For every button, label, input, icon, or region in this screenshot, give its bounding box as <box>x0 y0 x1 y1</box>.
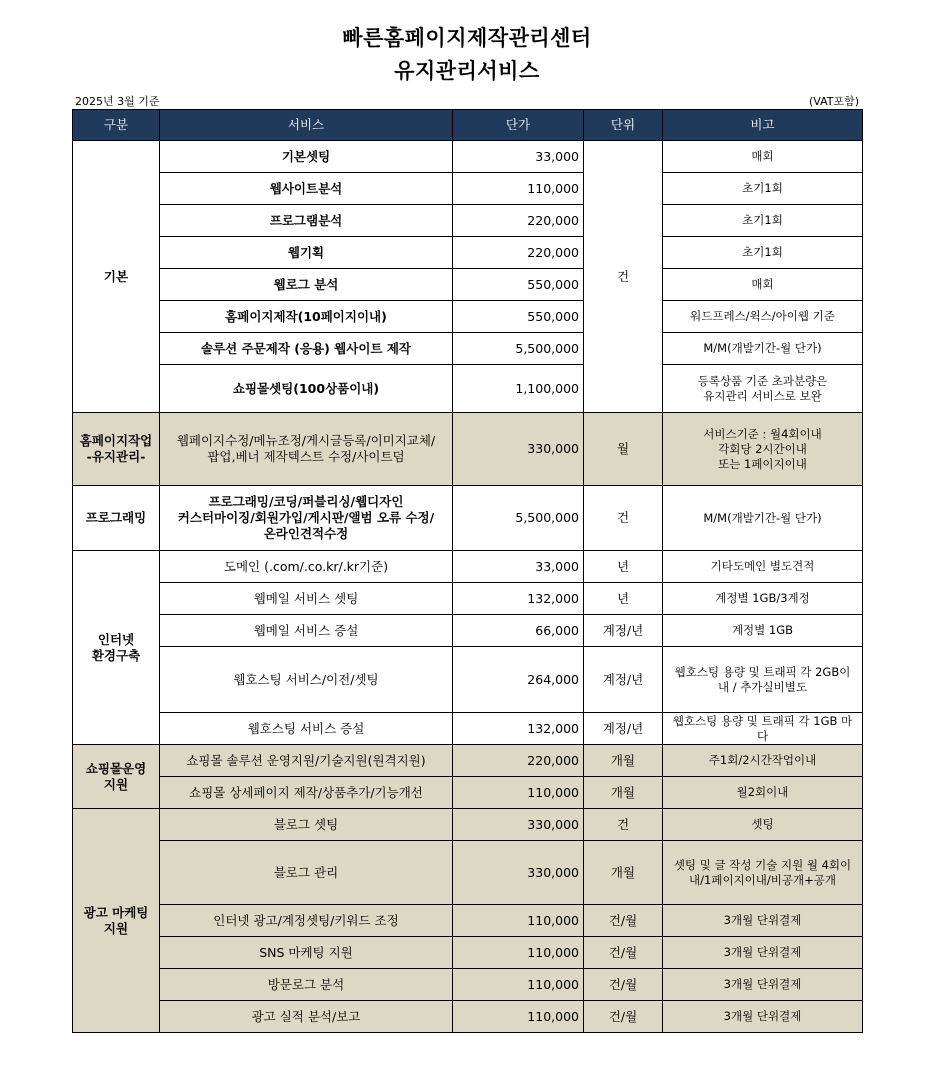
service-cell: 도메인 (.com/.co.kr/.kr기준) <box>160 551 453 583</box>
table-row <box>73 809 863 841</box>
service-cell: 쇼핑몰 상세페이지 제작/상품추가/기능개선 <box>160 777 453 809</box>
header-service: 서비스 <box>160 110 453 141</box>
table-row <box>73 713 863 745</box>
unit-cell: 월 <box>584 413 663 486</box>
header-category: 구분 <box>73 110 160 141</box>
table-row <box>73 647 863 713</box>
table-body <box>73 141 863 1033</box>
table-row <box>73 937 863 969</box>
price-cell: 110,000 <box>453 969 584 1001</box>
header-unit: 단위 <box>584 110 663 141</box>
note-cell: 셋팅 <box>663 809 863 841</box>
price-cell: 220,000 <box>453 205 584 237</box>
price-cell: 264,000 <box>453 647 584 713</box>
service-cell: 인터넷 광고/계정셋팅/키워드 조정 <box>160 905 453 937</box>
table-row <box>73 486 863 551</box>
service-cell: 웹기획 <box>160 237 453 269</box>
service-cell: 쇼핑몰셋팅(100상품이내) <box>160 365 453 413</box>
price-cell: 33,000 <box>453 551 584 583</box>
service-cell: 블로그 셋팅 <box>160 809 453 841</box>
category-cell: 홈페이지작업 -유지관리- <box>73 413 160 486</box>
note-cell: 3개월 단위결제 <box>663 969 863 1001</box>
category-cell: 기본 <box>73 141 160 413</box>
price-cell: 5,500,000 <box>453 333 584 365</box>
unit-cell: 건/월 <box>584 937 663 969</box>
note-cell: 기타도메인 별도견적 <box>663 551 863 583</box>
unit-cell: 개월 <box>584 841 663 905</box>
price-cell: 110,000 <box>453 905 584 937</box>
service-cell: 솔루션 주문제작 (응용) 웹사이트 제작 <box>160 333 453 365</box>
price-cell: 33,000 <box>453 141 584 173</box>
note-cell: 워드프레스/윅스/아이웹 기준 <box>663 301 863 333</box>
note-cell: 매회 <box>663 269 863 301</box>
note-cell: M/M(개발기간-월 단가) <box>663 486 863 551</box>
table-row <box>73 413 863 486</box>
table-row <box>73 365 863 413</box>
table-row <box>73 141 863 173</box>
header-note: 비고 <box>663 110 863 141</box>
note-cell: 매회 <box>663 141 863 173</box>
category-cell: 인터넷 환경구축 <box>73 551 160 745</box>
vat-note: (VAT포함) <box>808 95 859 108</box>
service-cell: SNS 마케팅 지원 <box>160 937 453 969</box>
page-title: 빠른홈페이지제작관리센터 <box>342 26 592 50</box>
note-cell: 서비스기준 : 월4회이내 각회당 2시간이내 또는 1페이지이내 <box>663 413 863 486</box>
price-cell: 220,000 <box>453 237 584 269</box>
page-subtitle: 유지관리서비스 <box>394 59 540 83</box>
note-cell: 3개월 단위결제 <box>663 905 863 937</box>
table-row <box>73 1001 863 1033</box>
table-row <box>73 269 863 301</box>
service-cell: 광고 실적 분석/보고 <box>160 1001 453 1033</box>
unit-cell: 건 <box>584 141 663 413</box>
price-cell: 110,000 <box>453 173 584 205</box>
table-row <box>73 205 863 237</box>
table-row <box>73 615 863 647</box>
header-row <box>73 110 863 141</box>
unit-cell: 건 <box>584 486 663 551</box>
unit-cell: 계정/년 <box>584 713 663 745</box>
header-price: 단가 <box>453 110 584 141</box>
note-cell: 주1회/2시간작업이내 <box>663 745 863 777</box>
service-cell: 웹메일 서비스 증설 <box>160 615 453 647</box>
table-row <box>73 551 863 583</box>
note-cell: 웹호스팅 용량 및 트래픽 각 2GB이 내 / 추가실비별도 <box>663 647 863 713</box>
price-cell: 1,100,000 <box>453 365 584 413</box>
table-row <box>73 841 863 905</box>
service-cell: 블로그 관리 <box>160 841 453 905</box>
price-cell: 330,000 <box>453 413 584 486</box>
price-cell: 330,000 <box>453 809 584 841</box>
table-row <box>73 777 863 809</box>
price-cell: 66,000 <box>453 615 584 647</box>
price-cell: 220,000 <box>453 745 584 777</box>
service-cell: 프로그램분석 <box>160 205 453 237</box>
category-cell: 프로그래밍 <box>73 486 160 551</box>
price-cell: 550,000 <box>453 269 584 301</box>
price-table <box>72 109 863 1033</box>
unit-cell: 계정/년 <box>584 615 663 647</box>
note-cell: 초기1회 <box>663 237 863 269</box>
date-note: 2025년 3월 기준 <box>75 95 160 108</box>
service-cell: 웹로그 분석 <box>160 269 453 301</box>
table-row <box>73 237 863 269</box>
table-row <box>73 969 863 1001</box>
price-cell: 132,000 <box>453 583 584 615</box>
unit-cell: 계정/년 <box>584 647 663 713</box>
service-cell: 웹페이지수정/메뉴조정/게시글등록/이미지교체/ 팝업,베너 제작텍스트 수정/사이트덤 <box>160 413 453 486</box>
note-cell: 셋팅 및 글 작성 기술 지원 월 4회이 내/1페이지이내/비공개+공개 <box>663 841 863 905</box>
price-cell: 5,500,000 <box>453 486 584 551</box>
table-row <box>73 583 863 615</box>
table-row <box>73 333 863 365</box>
unit-cell: 년 <box>584 551 663 583</box>
unit-cell: 건/월 <box>584 969 663 1001</box>
note-cell: 월2회이내 <box>663 777 863 809</box>
unit-cell: 건 <box>584 809 663 841</box>
unit-cell: 개월 <box>584 777 663 809</box>
service-cell: 쇼핑몰 솔루션 운영지원/기술지원(원격지원) <box>160 745 453 777</box>
service-cell: 웹메일 서비스 셋팅 <box>160 583 453 615</box>
note-cell: M/M(개발기간-월 단가) <box>663 333 863 365</box>
unit-cell: 건/월 <box>584 905 663 937</box>
service-cell: 방문로그 분석 <box>160 969 453 1001</box>
note-cell: 3개월 단위결제 <box>663 937 863 969</box>
note-cell: 웹호스팅 용량 및 트래픽 각 1GB 마 다 <box>663 713 863 745</box>
service-cell: 프로그래밍/코딩/퍼블리싱/웹디자인 커스터마이징/회원가입/게시판/앨범 오류 수정/ 온라인견적수정 <box>160 486 453 551</box>
price-cell: 110,000 <box>453 937 584 969</box>
note-cell: 계정별 1GB/3계정 <box>663 583 863 615</box>
service-cell: 홈페이지제작(10페이지이내) <box>160 301 453 333</box>
price-cell: 330,000 <box>453 841 584 905</box>
price-cell: 110,000 <box>453 777 584 809</box>
note-cell: 초기1회 <box>663 205 863 237</box>
note-cell: 계정별 1GB <box>663 615 863 647</box>
price-cell: 132,000 <box>453 713 584 745</box>
price-cell: 110,000 <box>453 1001 584 1033</box>
service-cell: 기본셋팅 <box>160 141 453 173</box>
category-cell: 쇼핑몰운영 지원 <box>73 745 160 809</box>
table-row <box>73 173 863 205</box>
category-cell: 광고 마케팅 지원 <box>73 809 160 1033</box>
note-cell: 등록상품 기준 초과분량은 유지관리 서비스로 보완 <box>663 365 863 413</box>
unit-cell: 년 <box>584 583 663 615</box>
note-cell: 초기1회 <box>663 173 863 205</box>
table-row <box>73 301 863 333</box>
table-row <box>73 745 863 777</box>
unit-cell: 개월 <box>584 745 663 777</box>
note-cell: 3개월 단위결제 <box>663 1001 863 1033</box>
service-cell: 웹호스팅 서비스 증설 <box>160 713 453 745</box>
unit-cell: 건/월 <box>584 1001 663 1033</box>
table-row <box>73 905 863 937</box>
price-cell: 550,000 <box>453 301 584 333</box>
service-cell: 웹호스팅 서비스/이전/셋팅 <box>160 647 453 713</box>
service-cell: 웹사이트분석 <box>160 173 453 205</box>
